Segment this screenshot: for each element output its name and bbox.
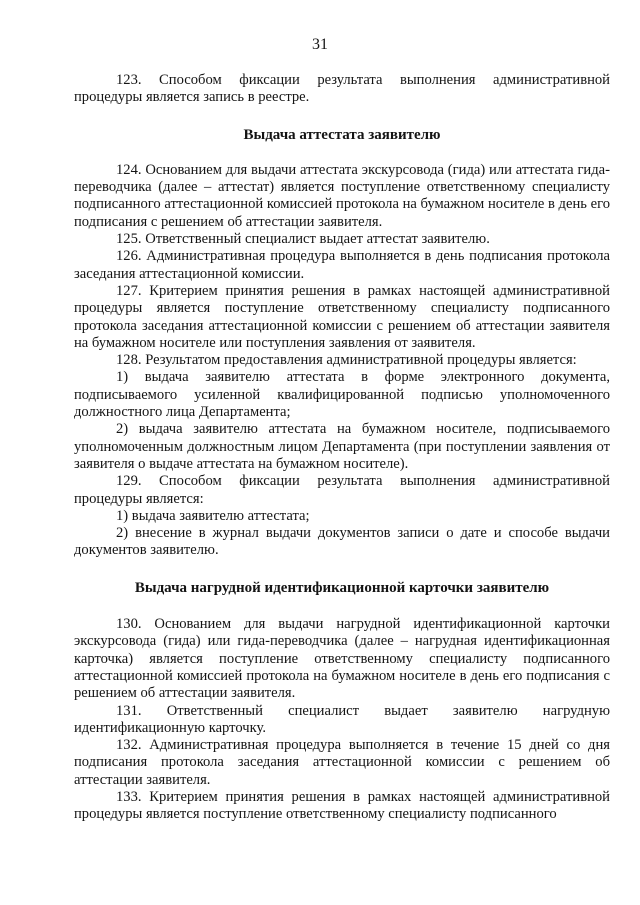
paragraph-132: 132. Административная процедура выполняется в течение 15 дней со дня подписания протокола заседания аттестационной комиссии с решением об аттестации заявителя. [74,737,610,788]
page-number: 31 [312,36,328,53]
section-heading-badge: Выдача нагрудной идентификационной карточки заявителю [134,579,550,596]
document-body [74,72,610,824]
paragraph-123: 123. Способом фиксации результата выполнения административной процедуры является запись в реестре. [74,72,610,106]
paragraph-133: 133. Критерием принятия решения в рамках настоящей административной процедуры является поступление ответственному специалисту подписанного [74,788,610,823]
list-item-129-1: 1) выдача заявителю аттестата; [116,507,310,524]
section-heading-certificate: Выдача аттестата заявителю [243,126,441,143]
list-item-128-2: 2) выдача заявителю аттестата на бумажном носителе, подписываемого уполномоченным должностным лицом Департамента (при поступлении заявления от заявителя о выдаче аттестата на бумажном носителе). [74,421,610,472]
paragraph-124: 124. Основанием для выдачи аттестата экскурсовода (гида) или аттестата гида-переводчика (далее – аттестат) является поступление ответственному специалисту подписанного аттестационной комиссией протокола на бумажном носителе в день его подписания с решением об аттестации заявителя. [74,161,610,230]
list-item-129-2: 2) внесение в журнал выдачи документов записи о дате и способе выдачи документов заявителю. [74,525,610,559]
paragraph-128: 128. Результатом предоставления административной процедуры является: [116,352,577,369]
paragraph-131: 131. Ответственный специалист выдает заявителю нагрудную идентификационную карточку. [74,702,610,736]
paragraph-127: 127. Критерием принятия решения в рамках настоящей административной процедуры является поступление ответственному специалисту подписанного протокола заседания аттестационной комиссии с решением об аттестации заявителя на бумажном носителе или поступления заявления от заявителя. [74,282,610,351]
paragraph-130: 130. Основанием для выдачи нагрудной идентификационной карточки экскурсовода (гида) или гида-переводчика (далее – нагрудная идентификационная карточка) является поступление ответственному специалисту подписанного аттестационной комиссией протокола на бумажном носителе в день его подписания с решением об аттестации заявителя. [74,616,610,702]
paragraph-126: 126. Административная процедура выполняется в день подписания протокола заседания аттестационной комиссии. [74,248,610,282]
paragraph-125: 125. Ответственный специалист выдает аттестат заявителю. [116,231,490,248]
paragraph-129: 129. Способом фиксации результата выполнения административной процедуры является: [74,473,610,507]
list-item-128-1: 1) выдача заявителю аттестата в форме электронного документа, подписываемого усиленной квалифицированной подписью уполномоченного должностного лица Департамента; [74,369,610,421]
